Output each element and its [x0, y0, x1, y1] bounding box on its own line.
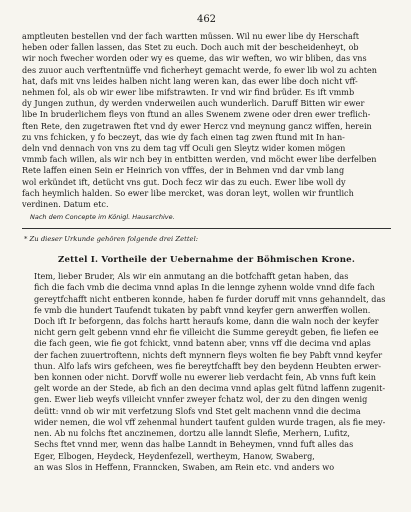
text-line: der fachen zuuertroftenn, nichts deft mynnern fleys wolten fie bey Pabft vnnd keyfer	[34, 349, 383, 360]
text-line: fe vmb die hundert Taufendt tukaten by pabft vnnd keyfer gern anwerffen wollen.	[34, 304, 371, 315]
page-number: 462	[196, 14, 217, 25]
text-line: heben oder fallen lassen, das Stet zu euch. Doch auch mit der bescheidenheyt, ob	[22, 42, 359, 53]
text-line: Sechs ftet vnnd mer, wenn das halbe Lanndt in Beheymen, vnnd fuft alles das	[34, 439, 354, 450]
text-line: deln vnd dennach von vns zu dem tag vff Oculi gen Sleytz wider komen mögen	[22, 143, 346, 154]
text-line: gereytfchafft nicht entberen konnde, haben fe furder doruff mit vnns gehanndelt, das	[34, 293, 386, 304]
text-line: Rete laffen einen Sein er Heinrich von vfffes, der in Behmen vnd dar vmb lang	[22, 165, 345, 176]
body-paragraph	[22, 271, 391, 473]
text-line: nicht gern gelt gebenn vnnd ehr fie villeicht die Summe gereydt geben, fie liefen ee	[34, 327, 379, 338]
text-line: verdinen. Datum etc.	[22, 199, 109, 210]
text-line: wol erkündet ift, detücht vns gut. Doch fecz wir das zu euch. Ewer libe woll dy	[22, 176, 346, 187]
text-line: thun. Alfo lafs wirs gefcheen, wes fie bereytfchafft bey den beydenn Heubten erwer-	[34, 360, 382, 371]
text-line: wider nemen, die wol vff zehenmal hundert taufent gulden wurde tragen, als fie mey-	[34, 416, 386, 427]
text-line: gen. Ewer lieb weyfs villeicht vnnfer zweyer fchatz wol, der zu den dingen wenig	[34, 394, 368, 405]
text-line: wir noch fwecher worden oder wy es queme, das wir weften, wo wir bliben, das vns	[22, 53, 367, 64]
text-line: an was Slos in Heffenn, Franncken, Swaben, am Rein etc. vnd anders wo	[34, 461, 335, 472]
text-line: fich die fach vmb die decima vnnd aplas In die lennge zyhenn wolde vnnd dife fach	[34, 282, 375, 293]
text-line: vmmb fach willen, als wir nch bey in entbitten werden, vnd möcht ewer libe derfelben	[22, 154, 377, 165]
text-line: ften Rete, den zugetrawen ftet vnd dy ewer Hercz vnd meynung gancz wiffen, herein	[22, 120, 372, 131]
divider	[22, 228, 391, 229]
text-line: Doch ift Ir beforgenn, das folchs hartt heraufs kome, dann die waln noch der keyfer	[34, 316, 379, 327]
text-line: des zuuor auch verftentnüffe vnd ficherheyt gemacht werde, fo ewer lib wol zu achten	[22, 64, 377, 75]
text-line: gelt worde an der Stede, ab fich an den decima vnnd aplas gelt fütnd laffenn zugenit-	[34, 383, 386, 394]
text-line: fach heymlich halden. So ewer libe mercket, was doran leyt, wollen wir fruntlich	[22, 187, 354, 198]
text-line: libe In bruderlichem fleys von ftund an alles Swenem zwene oder dren ewer treflich-	[22, 109, 371, 120]
zettel-heading: Zettel I. Vortheile der Uebernahme der Böhmischen Krone.	[57, 255, 356, 266]
text-line: die fach geen, wie fie got fchickt, vnnd batenn aber, vnns vff die decima vnd aplas	[34, 338, 371, 349]
text-line: ben konnen oder nicht. Dorvff wolle nu ewerer lieb verdacht fein, Ab vnns fuft kein	[34, 372, 376, 383]
text-line: deütt: vnnd ob wir mit verfetzung Slofs vnd Stet gelt machenn vnnd die decima	[34, 405, 361, 416]
text-line: dy Jungen zuthun, dy werden vnderweilen auch wunderlich. Daruff Bitten wir ewer	[22, 98, 365, 109]
footnote: * Zu dieser Urkunde gehören folgende drei Zettel:	[24, 235, 199, 244]
letter-paragraph	[22, 31, 391, 210]
text-line: Eger, Elbogen, Heydeck, Heydenfezell, wertheym, Hanow, Swaberg,	[34, 450, 315, 461]
text-line: Item, lieber Bruder, Als wir ein anmutang an die botfchafft getan haben, das	[34, 271, 349, 282]
text-line: zu vns fchicken, y fo beczeyt, das wie dy fach einen tag zwen ftund mit In han-	[22, 131, 345, 142]
text-line: nen. Ab nu folchs ftet anczinemen, dortzu alle lanndt Slefie, Merhern, Lufitz,	[34, 428, 350, 439]
text-line: nehmen fol, als ob wir ewer libe mifstrawten. Ir vnd wir find brüder. Es ift vmmb	[22, 87, 355, 98]
text-line: amptleuten bestellen vnd der fach wartten müssen. Wil nu ewer libe dy Herschaft	[22, 31, 360, 41]
source-note: Nach dem Concepte im Königl. Hausarchive.	[30, 213, 175, 222]
text-line: hat, dafs mit vns leides halben nicht lang weren kan, das ewer libe doch nicht vff-	[22, 75, 358, 86]
